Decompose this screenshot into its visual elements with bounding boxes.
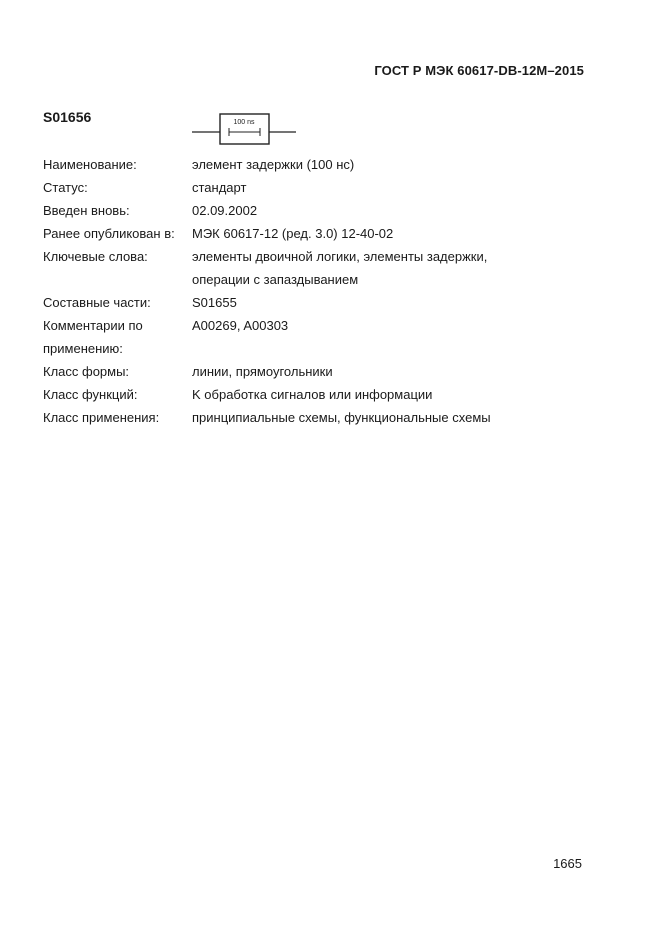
property-value-line: A00269, A00303 — [192, 318, 289, 333]
property-value — [192, 199, 603, 222]
property-value-line: линии, прямоугольники — [192, 364, 333, 379]
property-value — [192, 176, 603, 199]
property-value — [192, 383, 603, 406]
property-row-function-class — [43, 383, 603, 406]
property-value-line: принципиальные схемы, функциональные схемы — [192, 410, 491, 425]
property-label: Класс формы: — [43, 364, 130, 379]
property-label-line: Комментарии по — [43, 318, 143, 333]
property-row-previously-published — [43, 222, 603, 245]
property-label: Ключевые слова: — [43, 249, 148, 264]
symbol-code: S01656 — [43, 109, 92, 125]
property-value — [192, 314, 603, 360]
property-value — [192, 291, 603, 314]
property-label: Введен вновь: — [43, 203, 130, 218]
property-row-components — [43, 291, 603, 314]
property-label: Ранее опубликован в: — [43, 226, 175, 241]
property-value-line: элемент задержки (100 нс) — [192, 157, 355, 172]
property-label-line: применению: — [43, 341, 123, 356]
properties-table — [43, 153, 603, 429]
property-value — [192, 245, 603, 291]
property-row-status — [43, 176, 603, 199]
property-label: Класс применения: — [43, 410, 160, 425]
document-header-title: ГОСТ Р МЭК 60617-DB-12M–2015 — [374, 63, 584, 78]
property-row-introduced — [43, 199, 603, 222]
property-row-application-class — [43, 406, 603, 429]
property-value-line: K обработка сигналов или информации — [192, 387, 433, 402]
delay-element-symbol — [192, 112, 296, 146]
property-row-name — [43, 153, 603, 176]
property-value — [192, 222, 603, 245]
property-label: Наименование: — [43, 157, 137, 172]
property-value — [192, 406, 603, 429]
property-value — [192, 360, 603, 383]
property-label — [43, 314, 192, 360]
property-value-line: 02.09.2002 — [192, 203, 258, 218]
property-label: Составные части: — [43, 295, 151, 310]
property-value-line: операции с запаздыванием — [192, 272, 359, 287]
property-value-line: элементы двоичной логики, элементы задержки, — [192, 249, 488, 264]
property-value-line: МЭК 60617-12 (ред. 3.0) 12-40-02 — [192, 226, 394, 241]
property-row-keywords — [43, 245, 603, 291]
property-value-line: стандарт — [192, 180, 247, 195]
property-row-shape-class — [43, 360, 603, 383]
property-label: Класс функций: — [43, 387, 138, 402]
property-value — [192, 153, 603, 176]
property-label: Статус: — [43, 180, 88, 195]
property-row-application-notes — [43, 314, 603, 360]
page-number: 1665 — [553, 856, 582, 871]
property-value-line: S01655 — [192, 295, 237, 310]
symbol-delay-label: 100 ns — [233, 119, 255, 126]
